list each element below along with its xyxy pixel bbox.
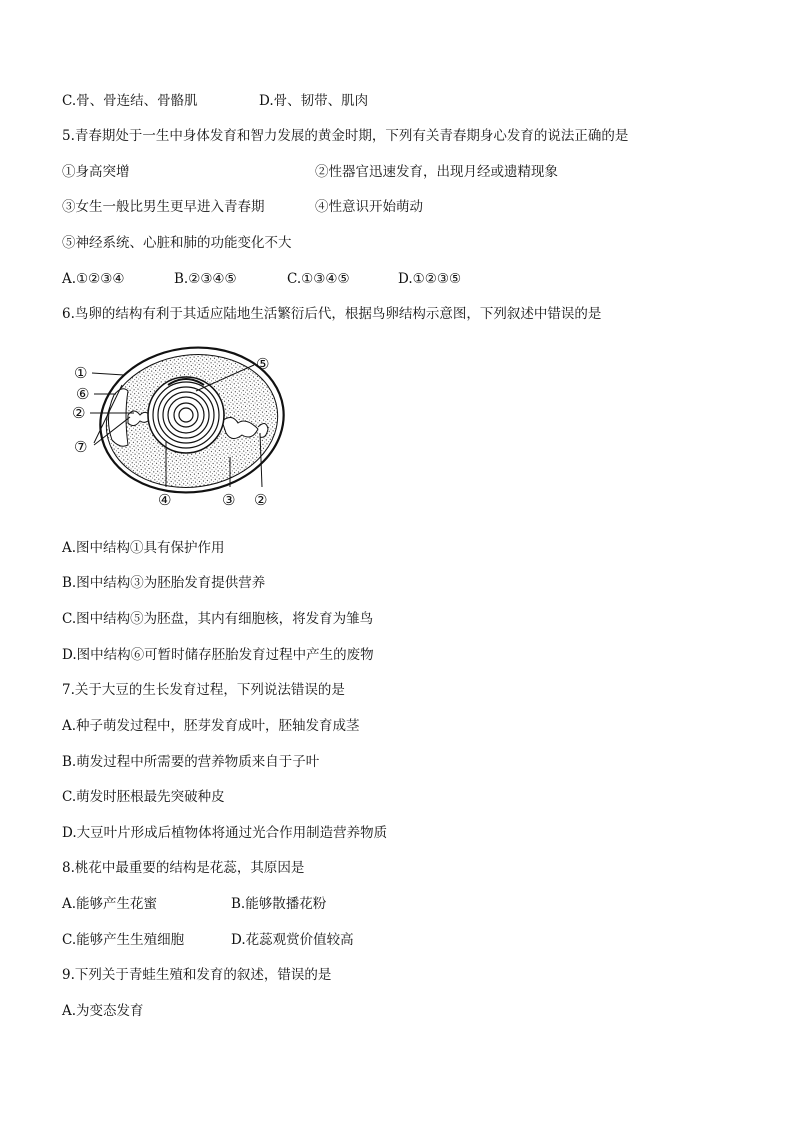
yolk-outer xyxy=(148,377,224,453)
label-4: ④ xyxy=(158,491,172,509)
q6-option-a: A.图中结构①具有保护作用 xyxy=(62,540,225,556)
q7-option-c: C.萌发时胚根最先突破种皮 xyxy=(62,789,225,805)
q7-stem: 7.关于大豆的生长发育过程，下列说法错误的是 xyxy=(62,682,345,698)
q6-option-d: D.图中结构⑥可暂时储存胚胎发育过程中产生的废物 xyxy=(62,647,374,663)
q6-option-b: B.图中结构③为胚胎发育提供营养 xyxy=(62,575,266,591)
q5-stem: 5.青春期处于一生中身体发育和智力发展的黄金时期，下列有关青春期身心发育的说法正确的是 xyxy=(62,128,629,144)
q5-item-3: ③女生一般比男生更早进入青春期 xyxy=(62,199,265,215)
q8-option-d: D.花蕊观赏价值较高 xyxy=(231,932,354,948)
q8-option-b: B.能够散播花粉 xyxy=(231,896,327,912)
q4-option-d: D.骨、韧带、肌肉 xyxy=(259,93,369,109)
bird-egg-structure-diagram xyxy=(62,345,302,515)
q6-stem: 6.鸟卵的结构有利于其适应陆地生活繁衍后代，根据鸟卵结构示意图，下列叙述中错误的是 xyxy=(62,306,602,322)
q4-option-c: C.骨、骨连结、骨骼肌 xyxy=(62,93,198,109)
q5-item-5: ⑤神经系统、心脏和肺的功能变化不大 xyxy=(62,235,292,251)
q7-option-b: B.萌发过程中所需要的营养物质来自于子叶 xyxy=(62,754,320,770)
q5-option-b: B.②③④⑤ xyxy=(174,271,237,287)
label-7: ⑦ xyxy=(74,438,88,456)
q5-item-1: ①身高突增 xyxy=(62,164,130,180)
q5-item-2: ②性器官迅速发育，出现月经或遗精现象 xyxy=(315,164,558,180)
q7-option-a: A.种子萌发过程中，胚芽发育成叶，胚轴发育成茎 xyxy=(62,718,360,734)
air-cell xyxy=(108,389,128,446)
q5-option-d: D.①②③⑤ xyxy=(398,271,462,287)
q9-stem: 9.下列关于青蛙生殖和发育的叙述，错误的是 xyxy=(62,967,332,983)
q8-option-a: A.能够产生花蜜 xyxy=(62,896,158,912)
q5-item-4: ④性意识开始萌动 xyxy=(315,199,423,215)
q5-option-a: A.①②③④ xyxy=(62,271,125,287)
q6-option-c: C.图中结构⑤为胚盘，其内有细胞核，将发育为雏鸟 xyxy=(62,611,374,627)
label-3: ③ xyxy=(222,491,236,509)
q8-stem: 8.桃花中最重要的结构是花蕊，其原因是 xyxy=(62,860,305,876)
label-6: ⑥ xyxy=(76,385,90,403)
q8-option-c: C.能够产生生殖细胞 xyxy=(62,932,185,948)
q7-option-d: D.大豆叶片形成后植物体将通过光合作用制造营养物质 xyxy=(62,825,388,841)
q9-option-a: A.为变态发育 xyxy=(62,1003,144,1019)
label-2-right: ② xyxy=(254,491,268,509)
q5-option-c: C.①③④⑤ xyxy=(287,271,350,287)
label-1: ① xyxy=(74,364,88,382)
label-2-left: ② xyxy=(72,404,86,422)
label-5: ⑤ xyxy=(256,355,270,373)
